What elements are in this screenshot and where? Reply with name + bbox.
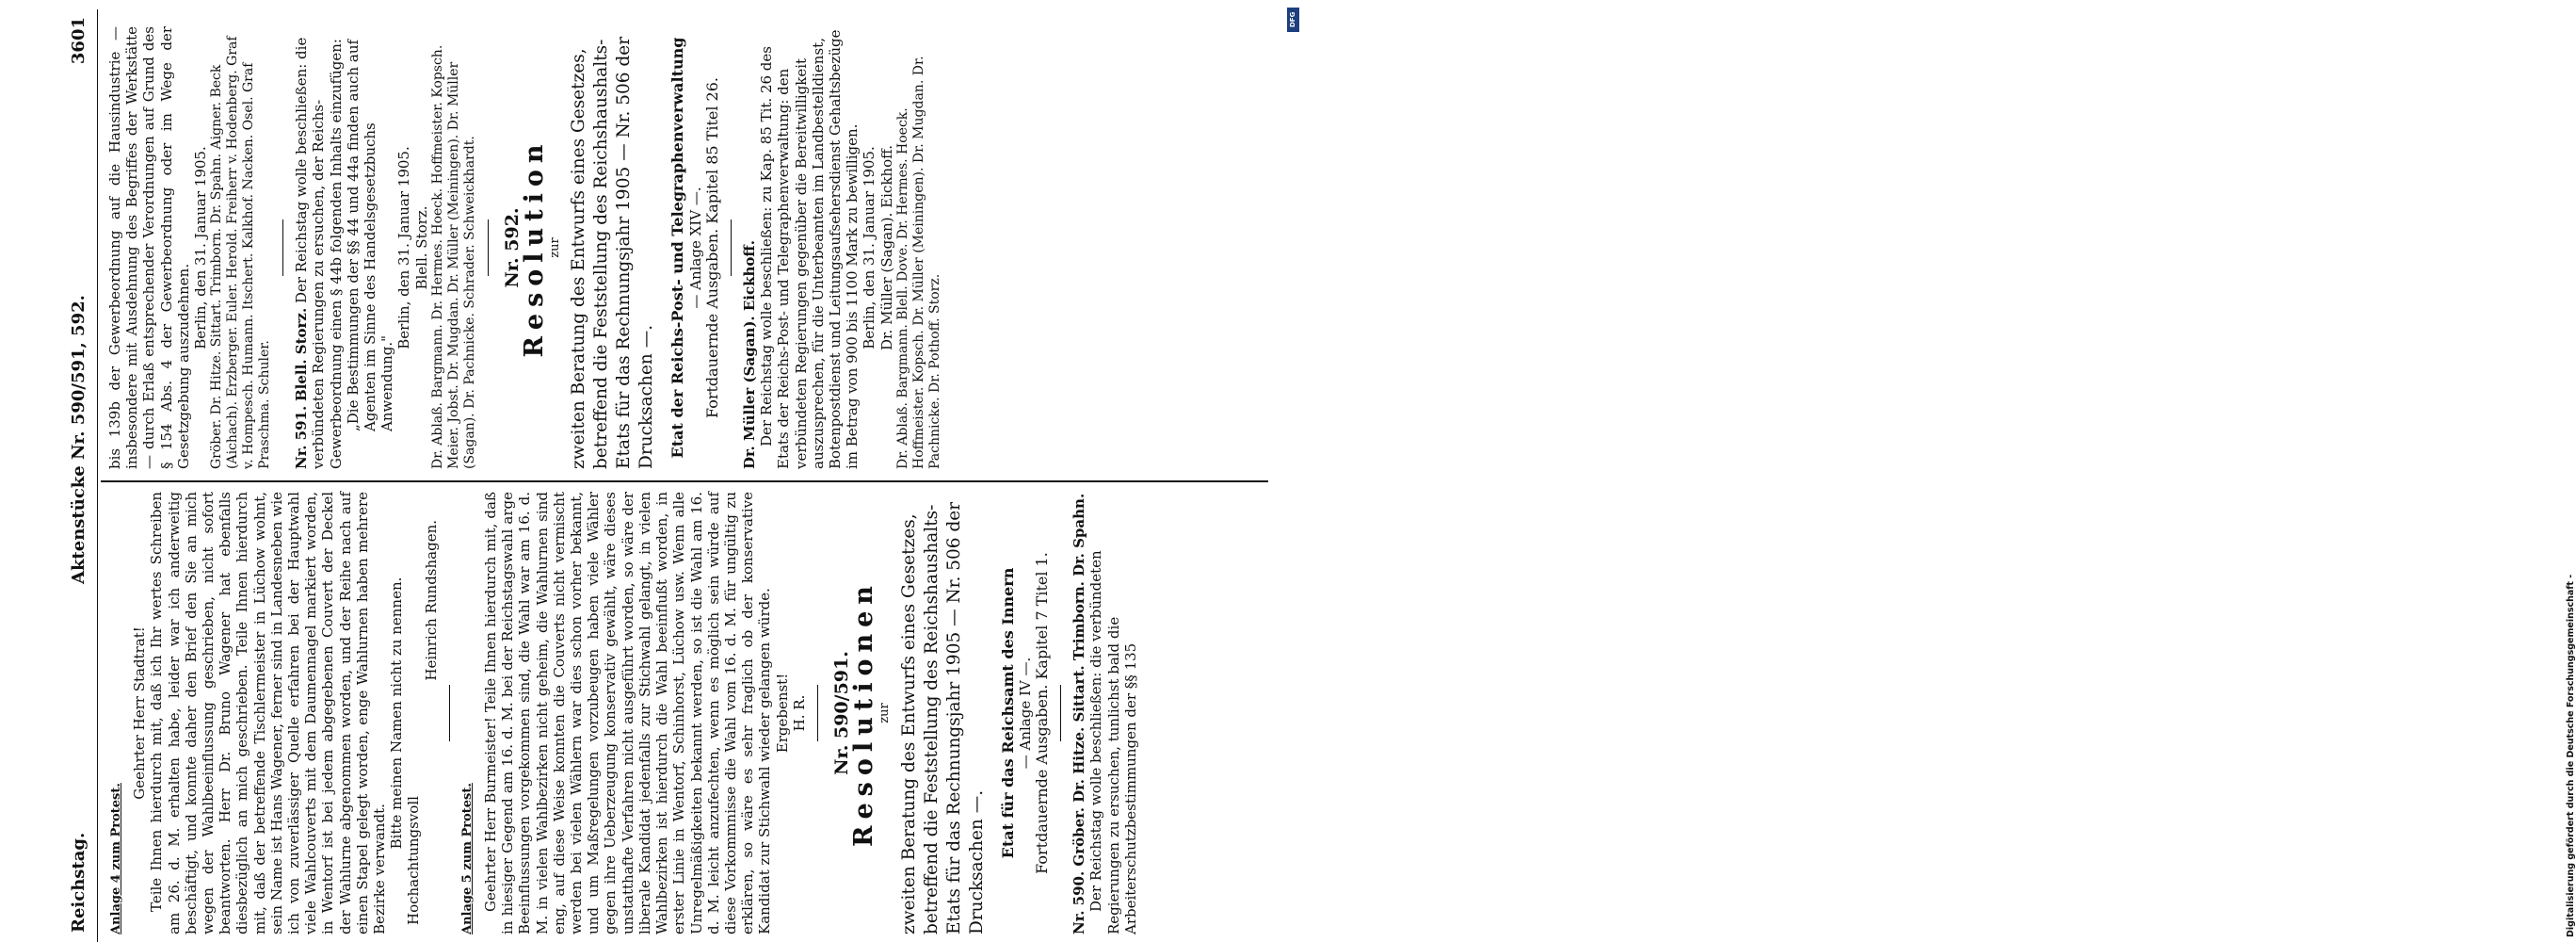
date-1: Berlin, den 31. Januar 1905.	[192, 146, 210, 349]
ausgaben-line: Fortdauernde Ausgaben. Kapitel 85 Titel 26.	[702, 77, 721, 419]
rotated-page	[69, 9, 1283, 942]
anlage-reference: — Anlage IV —.	[1016, 657, 1034, 770]
resolution-title: Resolution	[520, 138, 550, 358]
separator-rule	[449, 685, 450, 741]
nr590-text: Der Reichstag wolle beschließen: die verbündeten Regierungen zu ersuchen, tunlichst bald die Arbeiterschutzbestimmungen der §§ 135	[1087, 550, 1139, 934]
anlage4-body: Teile Ihnen hierdurch mit, daß ich Ihr wertes Schreiben am 26. d. M. erhalten habe, leider war ich anderweitig beschäftigt, und konnte daher den Brief den Sie an mich wegen der Wahlbeeinflussung geschrieben, nicht sofort beantworten. Herr Dr. Bruno Wagener hat ebenfalls diesbezüglich an mich geschrieben. Teile Ihnen hierdurch mit, daß der betreffende Tischlermeister in Lüchow wohnt, sein Name ist Hans Wagener, ferner sind in Landesneben wie ich von zuverlässiger Quelle erfahren bei der Hauptwahl viele Wahlcouverts mit dem Daumennagel markiert worden, in Wentorf ist bei jedem abgegebenen Couvert der Deckel der Wahlurne abgenommen worden, und der Reihe nach auf einen Stapel gelegt worden, enge Wahlurnen haben mehrere Bezirke verwandt.	[148, 492, 389, 934]
separator-rule	[282, 219, 283, 276]
signers-2: Dr. Ablaß. Bargmann. Dr. Hermes. Hoeck. Hoffmeister. Kopsch. Meier. Jobst. Dr. Mugdan. Dr. Müller (Meiningen). Dr. Müller (Sagan). Dr. Pachnicke. Schrader. Schweickhardt.	[429, 44, 477, 469]
zur-label: zur	[877, 703, 893, 723]
sign3-first: Dr. Müller (Sagan). Eickhoff.	[877, 145, 895, 350]
signers-1: Gröber. Dr. Hitze. Sittart. Trimborn. Dr. Spahn. Aigner. Beck (Aichach). Erzberger. Euler. Herold. Freiherr v. Hodenberg. Graf v. Hompesch. Humann. Itschert. Kalkhof. Nacken. Osel. Graf Praschma. Schuler.	[209, 36, 273, 469]
anlage4-heading: Anlage 4 zum Protest.	[109, 783, 123, 934]
nr590-591-title: Nr. 590/591.	[830, 651, 852, 775]
header-title: Aktenstücke Nr. 590/591, 592.	[69, 295, 89, 584]
right-column	[106, 26, 943, 469]
nr591-label: Nr. 591.	[293, 405, 311, 469]
header-left: Reichstag.	[69, 832, 89, 933]
sign2-first: Blell. Storz.	[412, 205, 430, 290]
page-header	[69, 9, 98, 942]
digitization-footer	[1283, 0, 2576, 942]
resolutionen-title: Resolutionen	[849, 579, 879, 847]
beratung-text: zweiten Beratung des Entwurfs eines Gesetzes, betreffend die Feststellung des Reichshaushalts-Etats für das Rechnungsjahr 1905 — Nr. 506 der Drucksachen —.	[569, 36, 657, 469]
anlage5-signature: H. R.	[790, 694, 808, 732]
etat-heading: Etat für das Reichsamt des Innern	[998, 567, 1017, 859]
separator-rule	[488, 219, 489, 276]
anlage4-closing2: Hochachtungsvoll	[405, 796, 423, 925]
etat-heading: Etat der Reichs-Post- und Telegraphenverwaltung	[668, 37, 687, 459]
nr591-names: Blell. Storz.	[293, 307, 311, 401]
zur-label: zur	[548, 237, 563, 258]
nr592-title: Nr. 592.	[501, 207, 523, 288]
anlage-reference: — Anlage XIV —.	[686, 187, 704, 309]
anlage5-body: Geehrter Herr Burmeister! Teile Ihnen hierdurch mit, daß in hiesiger Gegend am 16. d. M. bei der Reichstagswahl arge Beeinflussungen vorgekommen sind, die Wahl war am 16. d. M. in vielen Wahlbezirken nicht geheim, die Wahlurnen sind eng, auf diese Weise konnten die Couverts nicht vermischt werden bei vielen Wählern war dies schon vorher bekannt, und um Maßregelungen vorzubeugen haben viele Wähler gegen ihre Ueberzeugung konservativ gewählt, wäre dieses unstatthafte Verfahren nicht ausgeführt worden, so wäre der liberale Kandidat jedenfalls zur Stichwahl gelangt, in vielen Wahlbezirken ist hierdurch die Wahl beeinflußt worden, in erster Linie in Wentorf, Schinhorst, Lüchow usw. Wenn alle Unregelmäßigkeiten bekannt werden, so ist die Wahl am 16. d. M. leicht anzufechten, wenn es möglich sein würde auf diese Vorkommnisse die Wahl vom 16. d. M. für ungültig zu erklären, so wäre es sehr fraglich ob der konservative Kandidat zur Stichwahl wieder gelangen würde.	[482, 492, 774, 934]
left-column	[106, 492, 1139, 934]
dfg-logo: DFG	[1287, 8, 1299, 32]
separator-rule	[817, 685, 818, 741]
ausgaben-line: Fortdauernde Ausgaben. Kapitel 7 Titel 1.	[1032, 552, 1051, 874]
nr591-text: Der Reichstag wolle beschließen: die verbündeten Regierungen zu ersuchen, der Reichs-Gewerbeordnung einen § 44b folgenden Inhalts einzufügen:	[293, 37, 345, 469]
separator-rule	[731, 219, 732, 276]
column-divider	[101, 481, 1268, 483]
continuation-text: bis 139b der Gewerbeordnung auf die Hausindustrie — insbesondere mit Ausdehnung des Begriffes der Werkstätte — durch Erlaß entsprechender Verordnungen auf Grund des § 154 Abs. 4 der Gewerbeordnung oder im Wege der Gesetzgebung auszudehnen.	[106, 26, 192, 469]
anlage5-heading: Anlage 5 zum Protest.	[459, 783, 475, 934]
nr590-signers: Nr. 590. Gröber. Dr. Hitze. Sittart. Trimborn. Dr. Spahn.	[1071, 493, 1088, 934]
anlage5-closing: Ergebenst!	[773, 673, 791, 754]
anlage4-closing1: Bitte meinen Namen nicht zu nennen.	[388, 577, 406, 850]
anlage4-salutation: Geehrter Herr Stadtrat!	[131, 626, 149, 800]
date-3: Berlin, den 31. Januar 1905.	[861, 146, 878, 349]
nr591-quote: „Die Bestimmungen der §§ 44 und 44a finden auch auf Agenten im Sinne des Handelsgesetzbuchs Anwendung."	[344, 39, 396, 431]
digitization-note: Digitalisierung gefördert durch die Deutsche Forschungsgemeinschaft -	[2566, 574, 2576, 937]
beratung-text: zweiten Beratung des Entwurfs eines Gesetzes, betreffend die Feststellung des Reichshaushalts-Etats für das Rechnungsjahr 1905 — Nr. 506 der Drucksachen —.	[898, 501, 987, 934]
date-2: Berlin, den 31. Januar 1905.	[395, 146, 413, 349]
nr592-signers: Dr. Müller (Sagan). Eickhoff.	[741, 240, 759, 469]
page-number: 3601	[69, 17, 89, 65]
separator-rule	[1060, 685, 1061, 741]
anlage4-signature: Heinrich Rundshagen.	[422, 520, 440, 681]
signers-3: Dr. Ablaß. Bargmann. Blell. Dove. Dr. Hermes. Hoeck. Hoffmeister. Kopsch. Dr. Müller (Meiningen). Dr. Mugdan. Dr. Pachnicke. Dr. Pothoff. Storz.	[894, 56, 942, 469]
nr592-text: Der Reichstag wolle beschließen: zu Kap. 85 Tit. 26 des Etats der Reichs-Post- und Telegraphenverwaltung: den verbündeten Regierungen gegenüber die Bereitwilligkeit auszusprechen, für die Unterbeamten im Landbestelldienst, Botenpostdienst und Leitungsaufsehersdienst Gehaltsbezüge im Betrag von 900 bis 1100 Mark zu bewilligen.	[758, 29, 861, 469]
